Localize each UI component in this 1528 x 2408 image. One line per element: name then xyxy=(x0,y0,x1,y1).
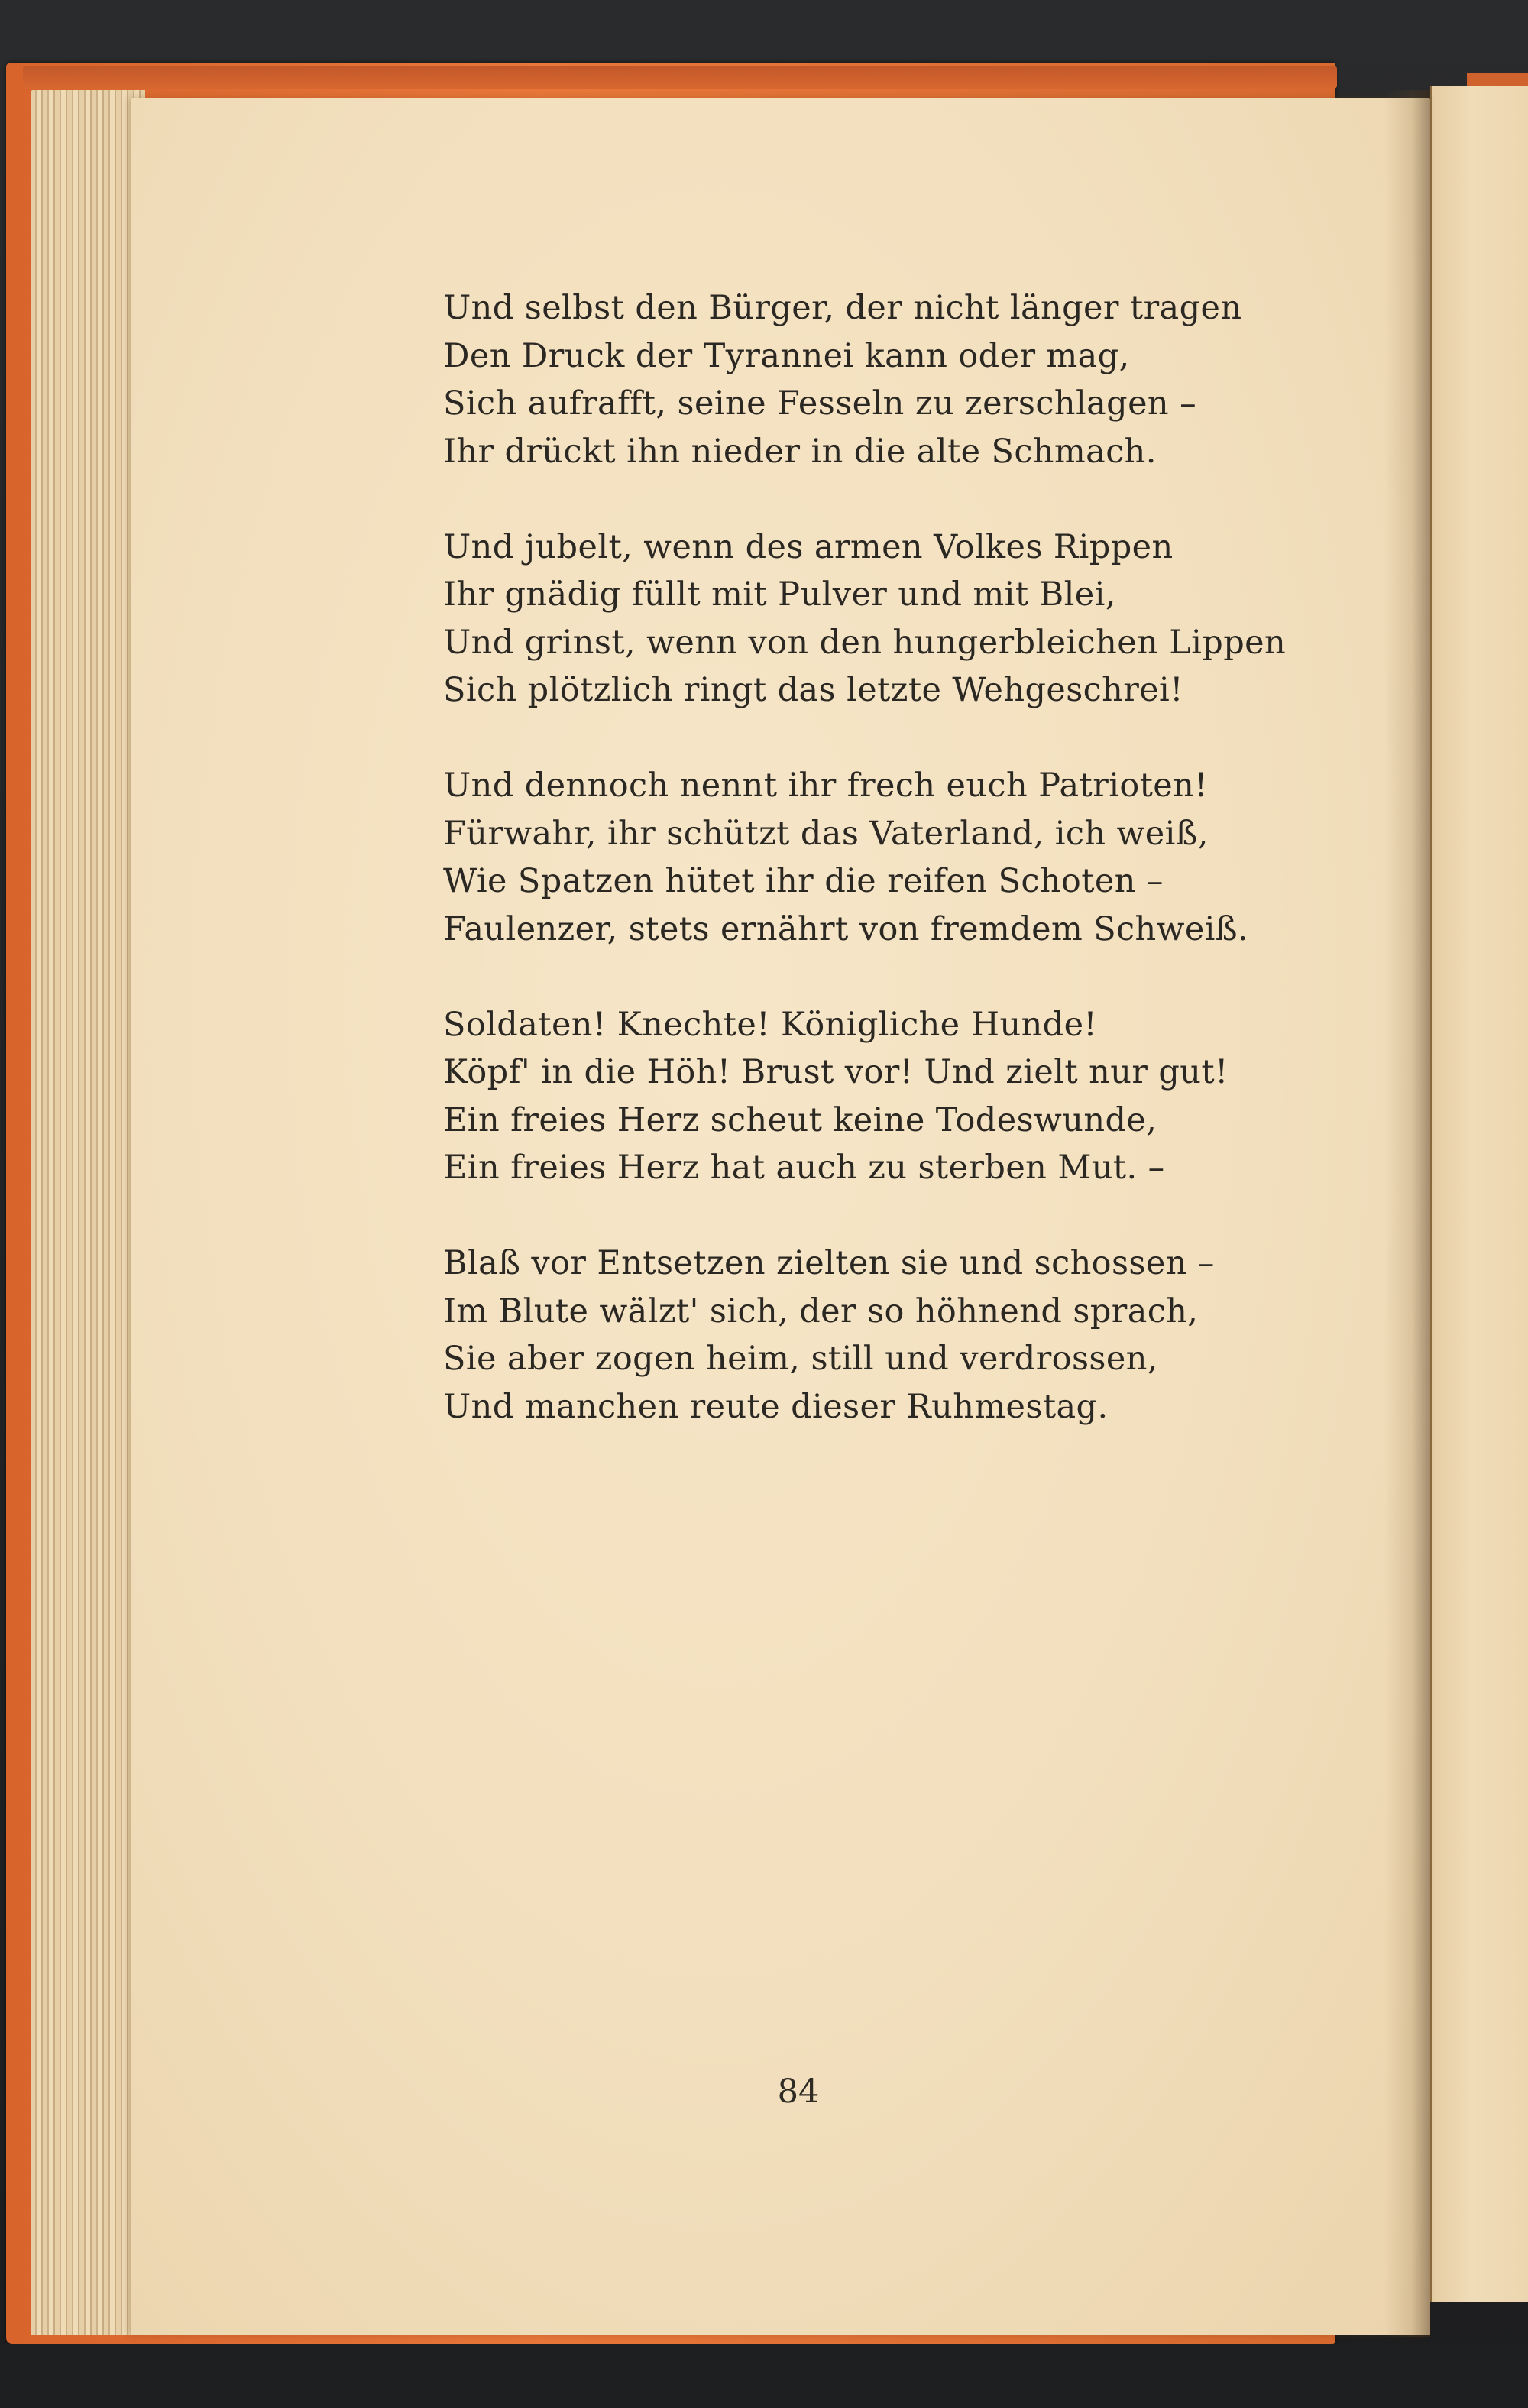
poem-line: Soldaten! Knechte! Königliche Hunde! xyxy=(443,1005,1098,1044)
poem-line: Ein freies Herz scheut keine Todeswunde, xyxy=(443,1100,1157,1139)
facing-page xyxy=(1430,86,1528,2302)
poem-line: Faulenzer, stets ernährt von fremdem Schweiß. xyxy=(443,909,1249,948)
poem-line: Blaß vor Entsetzen zielten sie und schossen – xyxy=(443,1244,1215,1282)
poem-line: Ihr gnädig füllt mit Pulver und mit Blei, xyxy=(443,575,1116,614)
poem-line: Ihr drückt ihn nieder in die alte Schmach. xyxy=(443,432,1157,471)
book-cover-top-edge xyxy=(23,66,1337,89)
poem-line: Und grinst, wenn von den hungerbleichen Lippen xyxy=(443,623,1287,662)
poem-text xyxy=(443,284,1329,1479)
poem-line: Fürwahr, ihr schützt das Vaterland, ich weiß, xyxy=(443,814,1209,853)
stanza-2 xyxy=(443,523,1329,715)
page-gutter-shadow xyxy=(1384,90,1430,2337)
poem-line: Sich plötzlich ringt das letzte Wehgeschrei! xyxy=(443,671,1183,709)
poem-line: Wie Spatzen hütet ihr die reifen Schoten – xyxy=(443,862,1164,900)
poem-line: Im Blute wälzt' sich, der so höhnend sprach, xyxy=(443,1292,1199,1330)
poem-line: Und jubelt, wenn des armen Volkes Rippen xyxy=(443,527,1174,566)
poem-line: Sich aufrafft, seine Fesseln zu zerschlagen – xyxy=(443,384,1196,423)
stanza-1 xyxy=(443,284,1329,475)
poem-line: Ein freies Herz hat auch zu sterben Mut. – xyxy=(443,1149,1165,1187)
scan-bottom-background xyxy=(0,2344,1528,2408)
poem-line: Sie aber zogen heim, still und verdrossen, xyxy=(443,1340,1158,1378)
poem-line: Und manchen reute dieser Ruhmestag. xyxy=(443,1387,1109,1426)
page-stack-edges xyxy=(31,90,145,2335)
stanza-4 xyxy=(443,1001,1329,1192)
poem-line: Köpf' in die Höh! Brust vor! Und zielt nur gut! xyxy=(443,1053,1229,1091)
stanza-5 xyxy=(443,1240,1329,1431)
poem-line: Den Druck der Tyrannei kann oder mag, xyxy=(443,336,1130,375)
poem-line: Und selbst den Bürger, der nicht länger tragen xyxy=(443,289,1242,327)
stanza-3 xyxy=(443,762,1329,953)
page-number: 84 xyxy=(777,2073,820,2111)
poem-line: Und dennoch nennt ihr frech euch Patrioten! xyxy=(443,766,1208,805)
